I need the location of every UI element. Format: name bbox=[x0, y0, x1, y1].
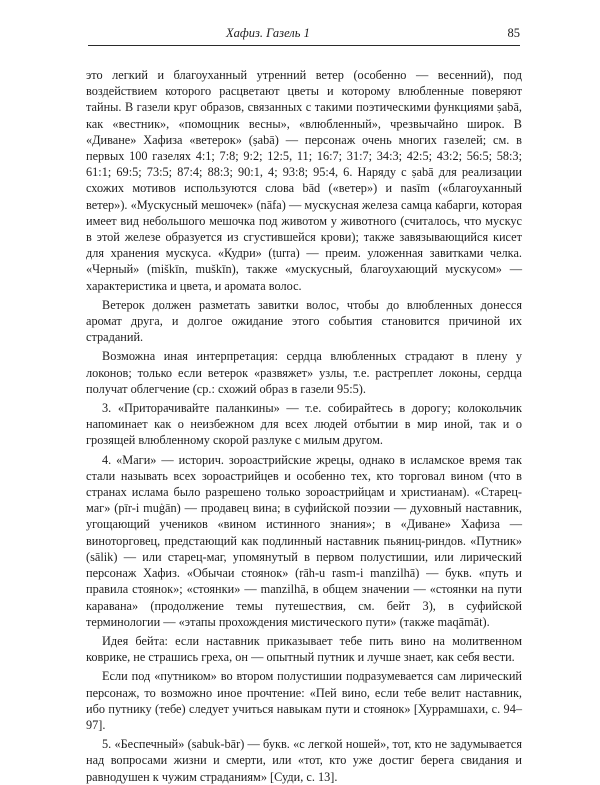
paragraph-2: Ветерок должен разметать завитки волос, чтобы до влюбленных донесся аромат друга, и долгое ожидание этого события становится причиной их страданий. bbox=[86, 297, 522, 345]
running-head-title: Хафиз. Газель 1 bbox=[226, 26, 310, 40]
note-3: 3. «Приторачивайте паланкины» — т.е. собирайтесь в дорогу; колокольчик напоминает как о неизбежном для всех людей отбытии в мир иной, так и о грозящей влюбленному скорой разлуке с милым другом. bbox=[86, 401, 522, 448]
paragraph-alt-reading: Если под «путником» во втором полустишии подразумевается сам лирический персонаж, то возможно иное прочтение: «Пей вино, если тебе велит наставник, ибо путнику (тебе) следует учиться навыкам пути и стоянок» [Хуррамшахи, с. 94–97]. bbox=[86, 669, 522, 732]
running-head bbox=[88, 26, 520, 46]
commentary-text bbox=[86, 67, 522, 785]
page-number: 85 bbox=[507, 26, 520, 40]
header-rule bbox=[88, 45, 520, 46]
paragraph-1: это легкий и благоуханный утренний ветер (особенно — весенний), под воздействием которого расцветают цветы и которому влюбленные поверяют тайны. В газели круг образов, связанных с такими поэтическими функциями ṣabā, как «вестник», «помощник весны», «влюбленный», чрезвычайно широк. В «Диване» Хафиза «ветерок» (ṣabā) — персонаж очень многих газелей; см. в первых 100 газелях 4:1; 7:8; 9:2; 12:5, 11; 16:7; 31:7; 34:3; 42:5; 43:2; 56:5; 58:3; 61:1; 69:5; 73:5; 87:4; 88:3; 90:1, 4; 93:8; 95:4, 6. Наряду с ṣabā для реализации схожих мотивов используются слова bād («ветер») и nasīm («благоуханный ветер»). «Мускусный мешочек» (nāfa) — мускусная железа самца кабарги, которая имеет вид небольшого мешочка под животом у животного (считалось, что мускус в этой железе образуется из сгустившейся крови); также завязывающийся кисет для хранения мускуса. «Кудри» (ṭurra) — преим. уложенная завитками челка. «Черный» (miškīn, muškīn), также «мускусный, благоухающий мускусом» — характеристика и цвета, и аромата волос. bbox=[86, 68, 522, 293]
paragraph-3: Возможна иная интерпретация: сердца влюбленных страдают в плену у локонов; только если ветерок «развяжет» узлы, т.е. растреплет локоны, сердца получат облегчение (ср.: схожий образ в газели 95:5). bbox=[86, 349, 522, 396]
note-4: 4. «Маги» — историч. зороастрийские жрецы, однако в исламское время так стали называть всех зороастрийцев и особенно тех, кто торговал вином (что в странах ислама было разрешено только зороастрийцам и христианам). «Старец-маг» (pīr-i muġān) — продавец вина; в суфийской поэзии — духовный наставник, угощающий учеников «вином истинного знания»; в «Диване» Хафиза — виноторговец, предстающий как подлинный наставник пьяниц-риндов. «Путник» (sālik) — или старец-маг, упомянутый в первом полустишии, или лирический персонаж Хафиз. «Обычаи стоянок» (rāh-u rasm-i manzilhā) — букв. «путь и правила стоянок»; «стоянки» — manzilhā, в общем значении — «стоянки на пути каравана» (продолжение темы путешествия, см. бейт 3), в суфийской терминологии — «этапы прохождения мистического пути» (также maqāmāt). bbox=[86, 452, 522, 629]
note-5: 5. «Беспечный» (sabuk-bār) — букв. «с легкой ношей», тот, кто не задумывается над вопросами жизни и смерти, или «тот, кто уже достиг берега свидания и равнодушен к чужим страданиям» [Суди, с. 13]. bbox=[86, 737, 522, 784]
paragraph-bait-idea: Идея бейта: если наставник приказывает тебе пить вино на молитвенном коврике, не страшись греха, он — опытный путник и лучше знает, как себя вести. bbox=[86, 633, 522, 665]
